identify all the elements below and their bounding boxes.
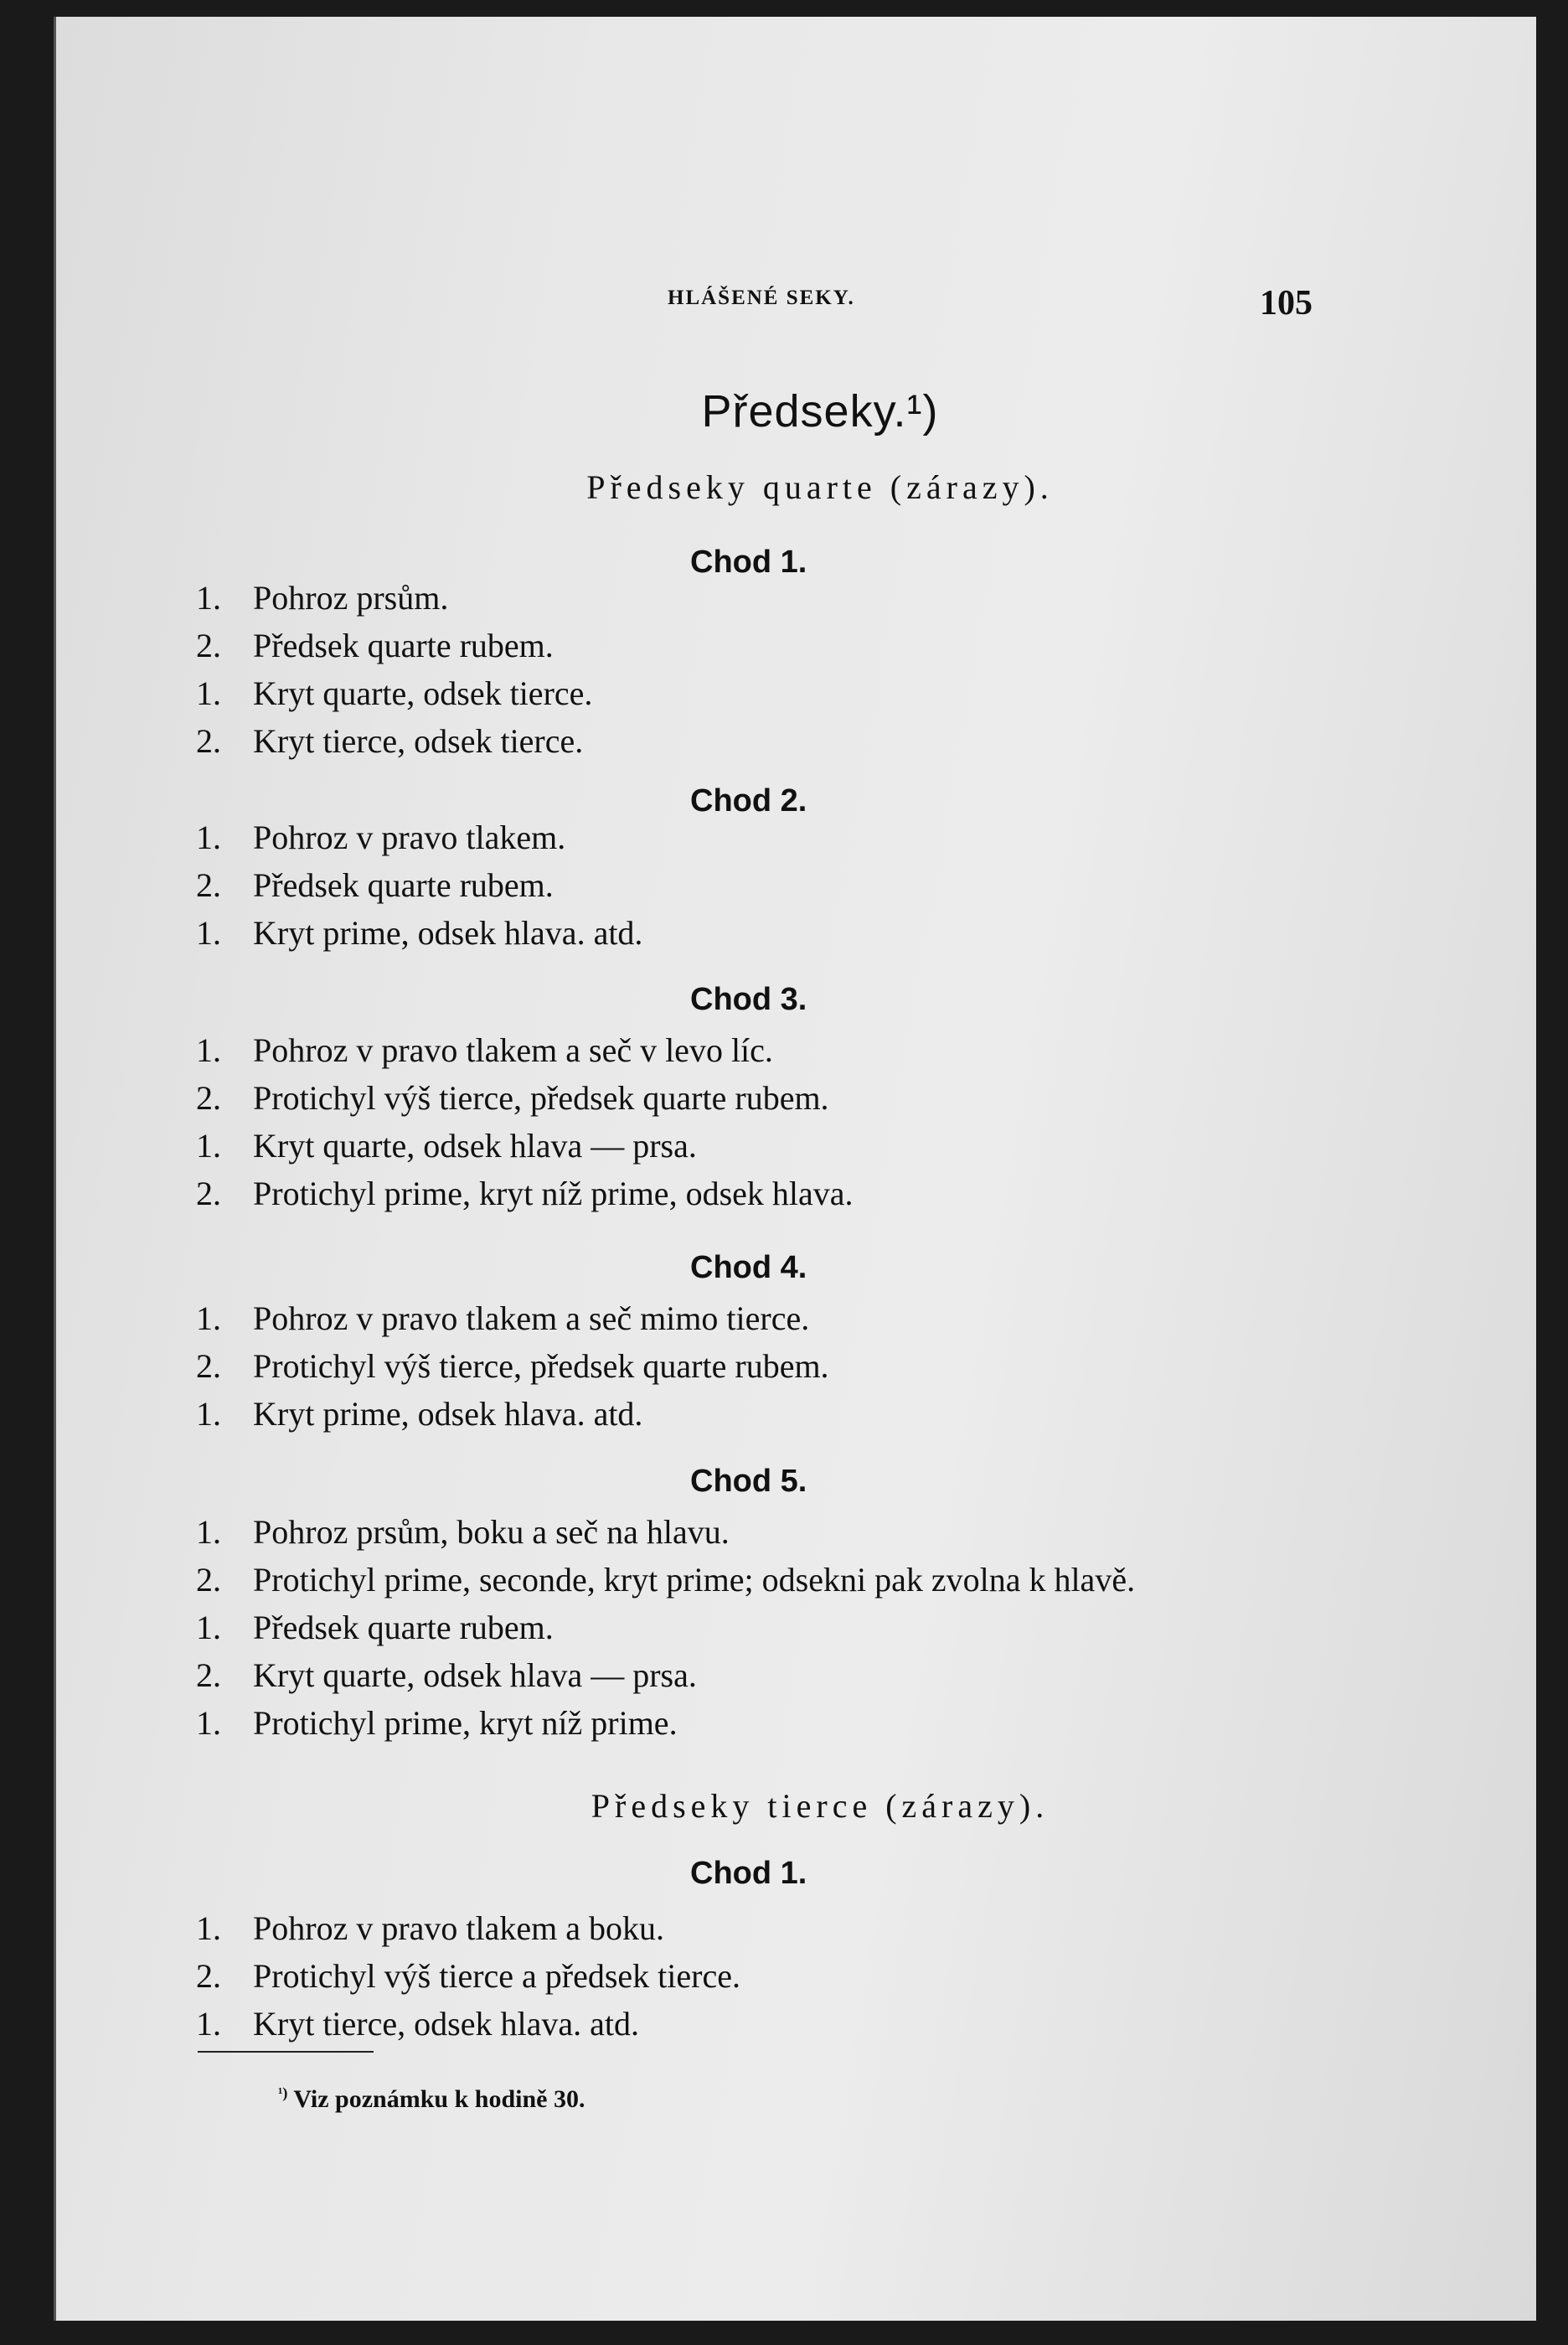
move-text: Kryt quarte, odsek hlava — prsa. — [253, 1656, 697, 1694]
move-line — [196, 2004, 639, 2043]
move-number: 2. — [196, 1347, 221, 1385]
running-head-title: HLÁŠENÉ SEKY. — [668, 287, 855, 309]
move-number: 1. — [196, 1909, 221, 1947]
footnote-marker: ¹) — [278, 2084, 288, 2101]
move-line — [196, 1512, 730, 1552]
move-number: 1. — [196, 1395, 221, 1433]
move-line — [196, 1956, 740, 1996]
move-number: 2. — [196, 722, 221, 760]
move-number: 1. — [196, 674, 221, 712]
chod-heading: Chod 2. — [690, 783, 807, 819]
move-line — [196, 1346, 829, 1386]
move-text: Pohroz v pravo tlakem a boku. — [253, 1909, 664, 1947]
move-text: Protichyl prime, kryt níž prime. — [253, 1704, 678, 1742]
move-text: Pohroz v pravo tlakem a seč mimo tierce. — [253, 1299, 810, 1337]
move-line — [196, 913, 642, 953]
move-text: Pohroz prsům, boku a seč na hlavu. — [253, 1513, 730, 1551]
move-number: 2. — [196, 1079, 221, 1117]
chod-heading: Chod 3. — [690, 982, 807, 1017]
move-line — [196, 865, 554, 905]
move-line — [196, 1394, 642, 1433]
move-line — [196, 1030, 773, 1070]
footnote-text: Viz poznámku k hodině 30. — [293, 2085, 585, 2113]
move-text: Protichyl výš tierce, předsek quarte rubem. — [253, 1347, 829, 1385]
move-number: 2. — [196, 1175, 221, 1212]
move-line — [196, 1126, 697, 1165]
chod-heading: Chod 1. — [690, 545, 807, 580]
move-number: 1. — [196, 1127, 221, 1165]
main-title: Předseky.¹) — [701, 386, 939, 436]
section-title-tierce: Předseky tierce (zárazy). — [591, 1787, 1050, 1825]
page-number: 105 — [1260, 284, 1313, 323]
move-number: 1. — [196, 1513, 221, 1551]
move-number: 2. — [196, 866, 221, 904]
move-text: Kryt prime, odsek hlava. atd. — [253, 1395, 643, 1433]
move-text: Kryt quarte, odsek hlava — prsa. — [253, 1127, 697, 1165]
move-line — [196, 1909, 664, 1948]
move-text: Předsek quarte rubem. — [253, 1609, 554, 1646]
footnote — [278, 2084, 585, 2114]
move-text: Předsek quarte rubem. — [253, 627, 554, 664]
move-text: Protichyl prime, seconde, kryt prime; odsekni pak zvolna k hlavě. — [253, 1561, 1136, 1599]
section-title-quarte: Předseky quarte (zárazy). — [586, 468, 1054, 506]
footnote-rule — [198, 2051, 374, 2053]
move-line — [196, 1655, 697, 1695]
move-number: 2. — [196, 1656, 221, 1694]
book-page — [54, 17, 1536, 2321]
chod-heading: Chod 1. — [690, 1856, 807, 1891]
move-line — [196, 721, 583, 761]
move-line — [196, 1560, 1135, 1599]
move-text: Kryt tierce, odsek hlava. atd. — [253, 2005, 639, 2043]
move-number: 1. — [196, 579, 221, 617]
move-text: Pohroz v pravo tlakem. — [253, 819, 566, 856]
chod-heading: Chod 4. — [690, 1250, 807, 1285]
move-text: Pohroz prsům. — [253, 579, 449, 617]
move-number: 2. — [196, 1561, 221, 1599]
move-number: 1. — [196, 819, 221, 856]
move-text: Protichyl výš tierce, předsek quarte rubem. — [253, 1079, 829, 1117]
page-edge-line — [54, 17, 56, 2321]
move-number: 2. — [196, 1957, 221, 1995]
move-line — [196, 578, 448, 617]
running-head — [54, 283, 1536, 325]
move-line — [196, 1174, 854, 1213]
move-line — [196, 818, 565, 857]
move-text: Kryt tierce, odsek tierce. — [253, 722, 584, 760]
move-number: 1. — [196, 914, 221, 952]
move-number: 1. — [196, 1609, 221, 1646]
chod-heading: Chod 5. — [690, 1464, 807, 1499]
move-line — [196, 674, 592, 713]
move-line — [196, 626, 554, 665]
move-number: 1. — [196, 1704, 221, 1742]
move-text: Protichyl prime, kryt níž prime, odsek hlava. — [253, 1175, 854, 1212]
move-line — [196, 1608, 554, 1647]
move-text: Pohroz v pravo tlakem a seč v levo líc. — [253, 1031, 773, 1069]
move-text: Předsek quarte rubem. — [253, 866, 554, 904]
move-text: Kryt quarte, odsek tierce. — [253, 674, 593, 712]
move-line — [196, 1078, 829, 1118]
move-number: 2. — [196, 627, 221, 664]
move-text: Protichyl výš tierce a předsek tierce. — [253, 1957, 740, 1995]
move-number: 1. — [196, 1299, 221, 1337]
move-line — [196, 1703, 678, 1743]
move-text: Kryt prime, odsek hlava. atd. — [253, 914, 643, 952]
move-number: 1. — [196, 1031, 221, 1069]
move-number: 1. — [196, 2005, 221, 2043]
move-line — [196, 1299, 809, 1338]
